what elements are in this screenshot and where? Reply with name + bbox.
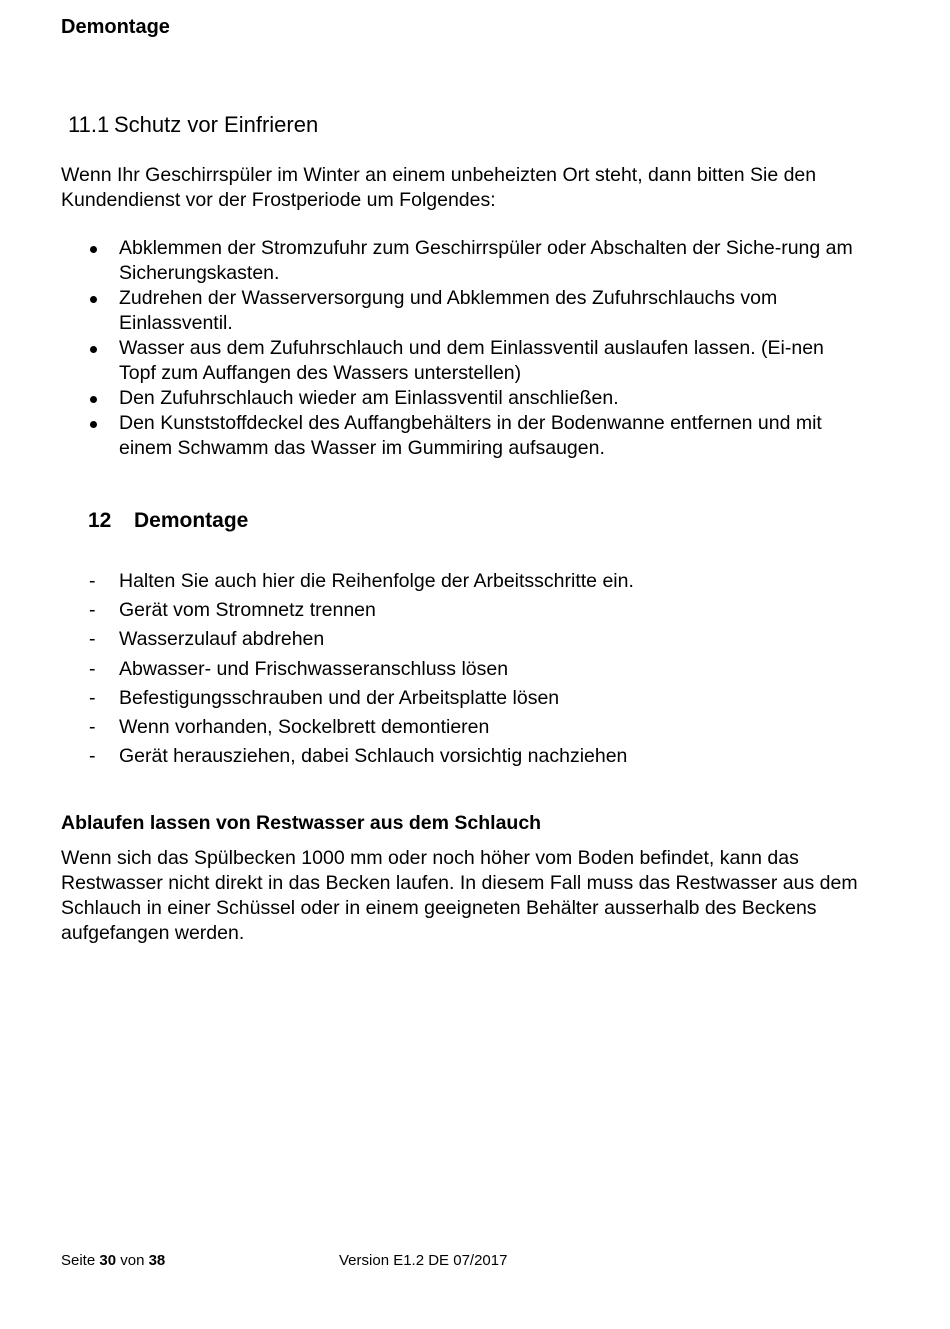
dash-icon: - (89, 570, 96, 592)
page-sep: von (120, 1252, 145, 1269)
list-item-text: Zudrehen der Wasserversorgung und Abklemmen des Zufuhrschlauchs vom Einlassventil. (119, 287, 778, 334)
dash-icon: - (89, 628, 96, 651)
page-current: 30 (99, 1252, 117, 1269)
bullet-icon (90, 246, 97, 253)
list-item (61, 655, 861, 684)
list-item-text: Abklemmen der Stromzufuhr zum Geschirrspüler oder Abschalten der Siche-rung am Sicherungskasten. (119, 237, 853, 284)
dash-icon: - (89, 657, 96, 680)
list-item-text: Wenn vorhanden, Sockelbrett demontieren (119, 716, 490, 739)
list-item (61, 625, 861, 654)
bullet-icon (90, 346, 97, 353)
list-item (61, 742, 861, 771)
dash-icon: - (89, 716, 96, 739)
list-item-text: Den Kunststoffdeckel des Auffangbehälters in der Bodenwanne entfernen und mit einem Schwamm das Wasser im Gummiring aufsaugen. (119, 412, 822, 459)
list-item-text: Befestigungsschrauben und der Arbeitsplatte lösen (119, 686, 560, 709)
list-item-text: Wasserzulauf abdrehen (119, 628, 325, 651)
restwasser-paragraph: Wenn sich das Spülbecken 1000 mm oder noch höher vom Boden befindet, kann das Restwasser nicht direkt in das Becken laufen. In diesem Fall muss das Restwasser aus dem Schlauch in einer Schüssel oder in einem geeigneten Behälter ausserhalb des Beckens aufgefangen werden. (61, 847, 858, 944)
section-heading-12 (88, 509, 248, 533)
intro-paragraph: Wenn Ihr Geschirrspüler im Winter an einem unbeheizten Ort steht, dann bitten Sie den Kundendienst vor der Frostperiode um Folgendes: (61, 164, 817, 211)
dash-icon: - (89, 745, 96, 768)
subsection-heading: Ablaufen lassen von Restwasser aus dem Schlauch (61, 812, 542, 834)
page-prefix: Seite (61, 1252, 96, 1269)
list-item (61, 411, 861, 461)
section-number: 11.1 (68, 112, 110, 137)
list-item-text: Den Zufuhrschlauch wieder am Einlassventil anschließen. (119, 387, 619, 409)
list-item-text: Abwasser- und Frischwasseranschluss lösen (119, 657, 509, 680)
list-item (61, 386, 861, 411)
list-item (61, 684, 861, 713)
section-heading-11-1 (68, 112, 318, 138)
step-list (61, 567, 861, 771)
dash-icon: - (89, 599, 96, 622)
bullet-icon (90, 421, 97, 428)
bullet-icon (90, 396, 97, 403)
list-item-text: Wasser aus dem Zufuhrschlauch und dem Einlassventil auslaufen lassen. (Ei-nen Topf zum Auffangen des Wassers unterstellen) (119, 337, 824, 384)
list-item (61, 596, 861, 625)
version-label: Version E1.2 DE 07/2017 (339, 1252, 508, 1269)
bullet-list (61, 236, 861, 461)
list-item (61, 713, 861, 742)
list-item-text: Gerät herausziehen, dabei Schlauch vorsichtig nachziehen (119, 745, 628, 768)
page-header-title: Demontage (61, 16, 170, 38)
list-item (61, 286, 861, 336)
section-number: 12 (88, 509, 112, 532)
list-item (61, 336, 861, 386)
section-title: Schutz vor Einfrieren (114, 112, 319, 137)
list-item-text: Gerät vom Stromnetz trennen (119, 599, 376, 622)
list-item (61, 236, 861, 286)
list-item-text: Halten Sie auch hier die Reihenfolge der Arbeitsschritte ein. (119, 570, 634, 592)
page-number (61, 1252, 165, 1269)
list-item (61, 567, 861, 596)
bullet-icon (90, 296, 97, 303)
page-total: 38 (148, 1252, 166, 1269)
section-title: Demontage (134, 509, 249, 532)
dash-icon: - (89, 686, 96, 709)
